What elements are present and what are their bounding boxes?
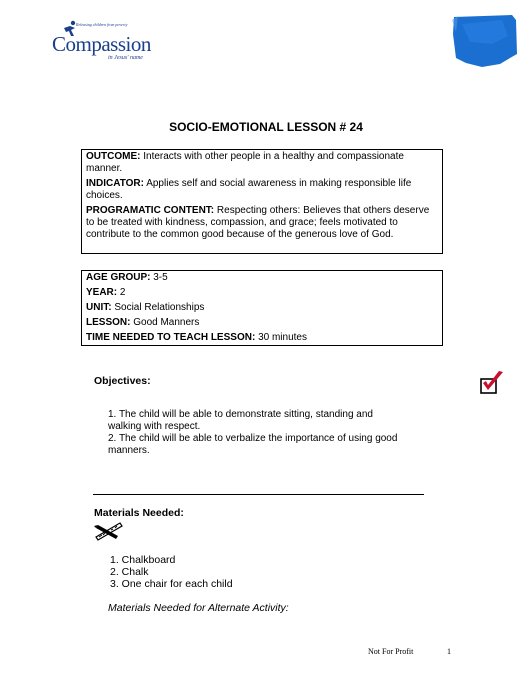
compassion-logo	[52, 20, 164, 66]
age-line	[86, 272, 438, 284]
pencil-ruler-icon	[94, 519, 124, 541]
page-number: 1	[447, 647, 451, 656]
year-label: YEAR:	[86, 287, 118, 298]
lesson-line	[86, 317, 438, 329]
time-label: TIME NEEDED TO TEACH LESSON:	[86, 332, 256, 343]
list-item: 2. Chalk	[110, 566, 149, 578]
indicator-text: Applies self and social awareness in making responsible life choices.	[86, 178, 412, 201]
year-line	[86, 287, 438, 299]
year-value: 2	[119, 287, 126, 298]
logo-subtitle: in Jesus' name	[108, 55, 143, 61]
outcome-box	[81, 149, 443, 254]
list-item: 1. Chalkboard	[110, 554, 176, 566]
objectives-heading: Objectives:	[94, 375, 151, 387]
checkbox-check-icon	[479, 370, 505, 396]
lesson-label: LESSON:	[86, 317, 131, 328]
outcome-label: OUTCOME:	[86, 151, 141, 162]
lesson-info-box	[81, 270, 443, 346]
unit-label: UNIT:	[86, 302, 112, 313]
age-label: AGE GROUP:	[86, 272, 151, 283]
time-line	[86, 332, 438, 344]
unit-line	[86, 302, 438, 314]
page-title: SOCIO-EMOTIONAL LESSON # 24	[169, 120, 363, 134]
indicator-label: INDICATOR:	[86, 178, 144, 189]
logo-tagline: Releasing children from poverty	[76, 22, 128, 27]
footer-text: Not For Profit	[368, 647, 414, 656]
materials-heading: Materials Needed:	[94, 507, 184, 519]
list-item: 1. The child will be able to demonstrate sitting, standing and walking with respect.	[108, 409, 373, 432]
indicator-line	[86, 178, 438, 202]
alternate-materials-heading: Materials Needed for Alternate Activity:	[108, 602, 289, 614]
blue-paint-mark	[452, 14, 518, 69]
content-label: PROGRAMATIC CONTENT:	[86, 205, 215, 216]
list-item: 2. The child will be able to verbalize the importance of using good manners.	[108, 433, 398, 456]
lesson-value: Good Manners	[133, 317, 200, 328]
outcome-text: Interacts with other people in a healthy and compassionate manner.	[86, 151, 404, 174]
outcome-line	[86, 151, 438, 175]
content-line	[86, 205, 438, 241]
time-value: 30 minutes	[258, 332, 307, 343]
age-value: 3-5	[153, 272, 168, 283]
content-text: Respecting others: Believes that others deserve to be treated with kindness, compassion, and grace; feels motivated to contribute to the common good because of the generous love of God.	[86, 205, 430, 240]
logo-name: Compassion	[52, 32, 151, 56]
divider	[93, 494, 424, 495]
materials-list	[110, 554, 233, 590]
objectives-list	[108, 409, 408, 457]
list-item: 3. One chair for each child	[110, 578, 233, 590]
unit-value: Social Relationships	[114, 302, 205, 313]
